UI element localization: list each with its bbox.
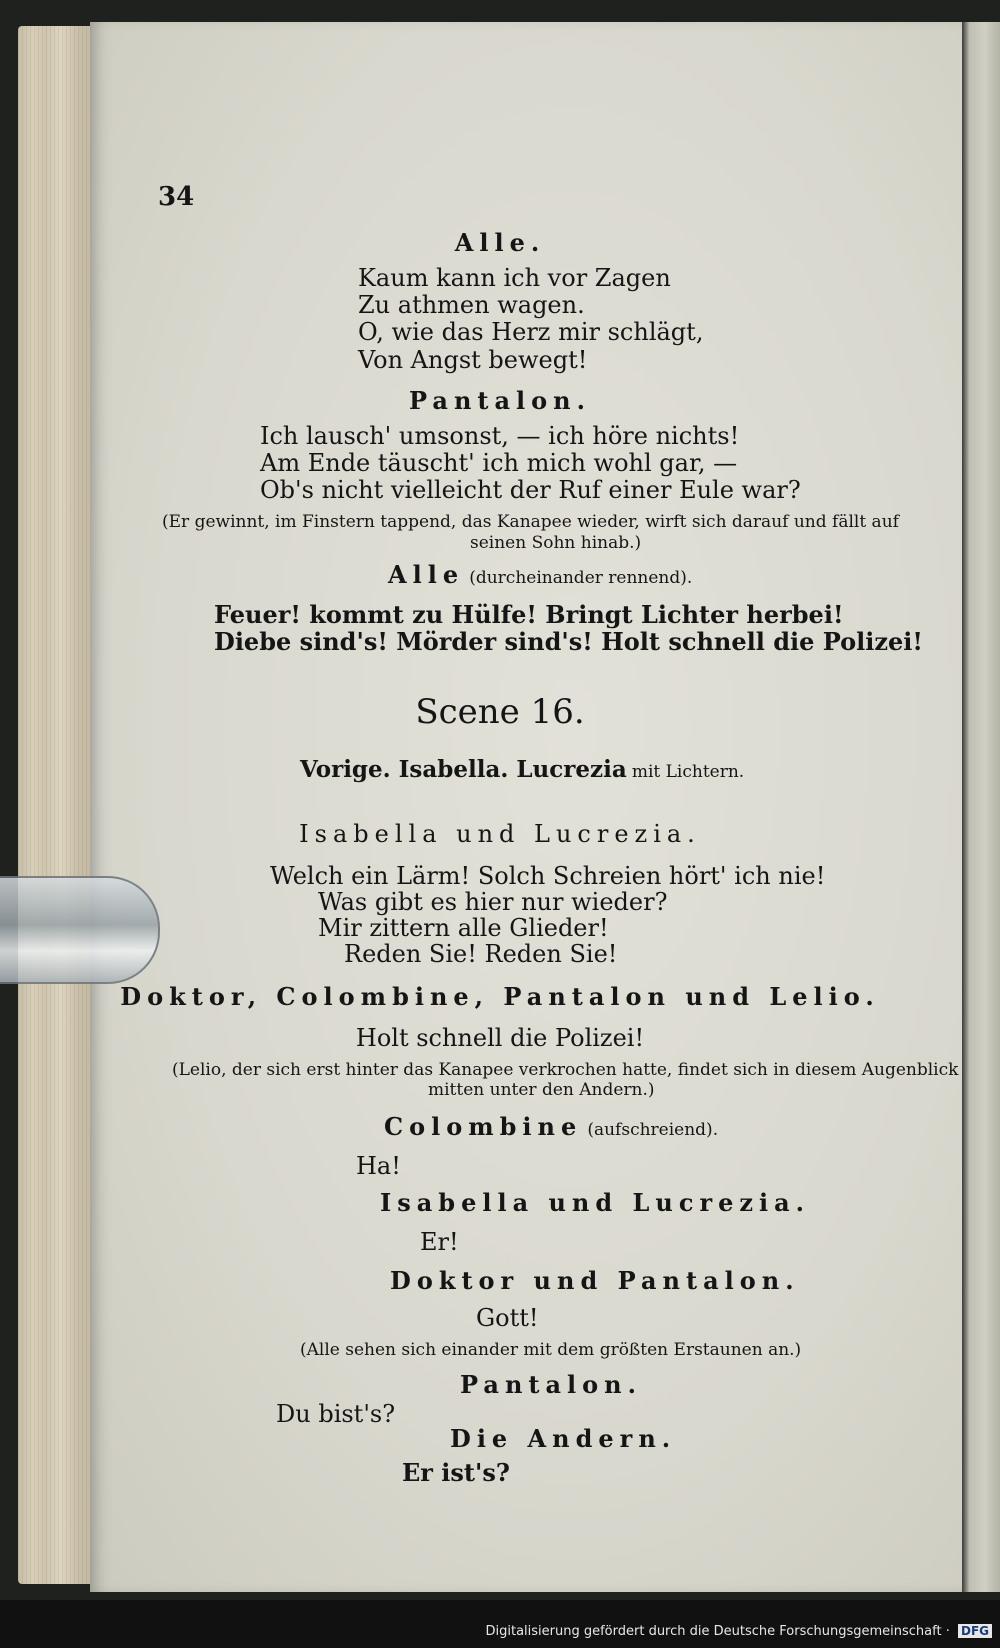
- credit-text: Digitalisierung gefördert durch die Deutsche Forschungsgemeinschaft ·: [485, 1624, 950, 1639]
- stage-direction: (Alle sehen sich einander mit dem größten Erstaunen an.): [300, 1340, 802, 1360]
- speaker-die-andern: Die Andern.: [450, 1424, 677, 1453]
- page-number: 34: [158, 182, 195, 212]
- verse-line: Reden Sie! Reden Sie!: [344, 940, 618, 968]
- speaker-group: Doktor, Colombine, Pantalon und Lelio.: [120, 982, 880, 1011]
- verse-line: Mir zittern alle Glieder!: [318, 914, 609, 942]
- characters-list: Vorige. Isabella. Lucrezia: [300, 756, 627, 783]
- verse-line: Ha!: [356, 1152, 401, 1180]
- verse-line: Was gibt es hier nur wieder?: [318, 888, 668, 916]
- verse-line: Ich lausch' umsonst, — ich höre nichts!: [260, 422, 740, 450]
- verse-line: Welch ein Lärm! Solch Schreien hört' ich nie!: [270, 862, 826, 890]
- stage-direction: mit Lichtern.: [631, 762, 745, 782]
- stage-direction: seinen Sohn hinab.): [470, 533, 642, 553]
- verse-line: Er!: [420, 1228, 459, 1256]
- speaker-isabella-lucrezia: Isabella und Lucrezia.: [299, 820, 701, 848]
- speaker-alle-with-direction: [388, 560, 692, 589]
- verse-line: Gott!: [476, 1304, 539, 1332]
- speaker-colombine: Colombine: [384, 1112, 583, 1141]
- verse-line: Ob's nicht vielleicht der Ruf einer Eule war?: [260, 476, 801, 504]
- stage-direction: (Lelio, der sich erst hinter das Kanapee verkrochen hatte, findet sich in diesem Augenblick: [172, 1060, 959, 1080]
- verse-line: Du bist's?: [276, 1400, 396, 1428]
- speaker-alle: Alle.: [454, 228, 546, 257]
- dfg-logo: DFG: [958, 1624, 992, 1638]
- speaker-isabella-lucrezia: Isabella und Lucrezia.: [380, 1188, 811, 1217]
- verse-line: Diebe sind's! Mörder sind's! Holt schnell die Polizei!: [214, 627, 923, 656]
- digitization-credit: [485, 1624, 992, 1639]
- verse-line: O, wie das Herz mir schlägt,: [358, 318, 704, 346]
- stage-direction: mitten unter den Andern.): [428, 1080, 655, 1100]
- verse-line: Holt schnell die Polizei!: [355, 1024, 645, 1052]
- scene-heading: Scene 16.: [415, 692, 585, 732]
- stage-direction: (Er gewinnt, im Finstern tappend, das Kanapee wieder, wirft sich darauf und fällt auf: [162, 512, 899, 532]
- verse-line: Feuer! kommt zu Hülfe! Bringt Lichter herbei!: [214, 600, 844, 629]
- stage-direction: (durcheinander rennend).: [469, 568, 693, 588]
- verse-line: Er ist's?: [402, 1458, 510, 1487]
- scene-characters: [300, 756, 744, 783]
- speaker-pantalon: Pantalon.: [460, 1370, 642, 1399]
- verse-line: Kaum kann ich vor Zagen: [358, 264, 671, 292]
- speaker-alle: Alle: [388, 560, 465, 589]
- verse-line: Von Angst bewegt!: [358, 346, 588, 374]
- speaker-colombine-with-direction: [384, 1112, 718, 1141]
- verse-line: Am Ende täuscht' ich mich wohl gar, —: [260, 449, 738, 477]
- speaker-pantalon: Pantalon.: [409, 386, 591, 415]
- speaker-doktor-pantalon: Doktor und Pantalon.: [390, 1266, 800, 1295]
- stage-direction: (aufschreiend).: [587, 1120, 719, 1140]
- verse-line: Zu athmen wagen.: [358, 291, 585, 319]
